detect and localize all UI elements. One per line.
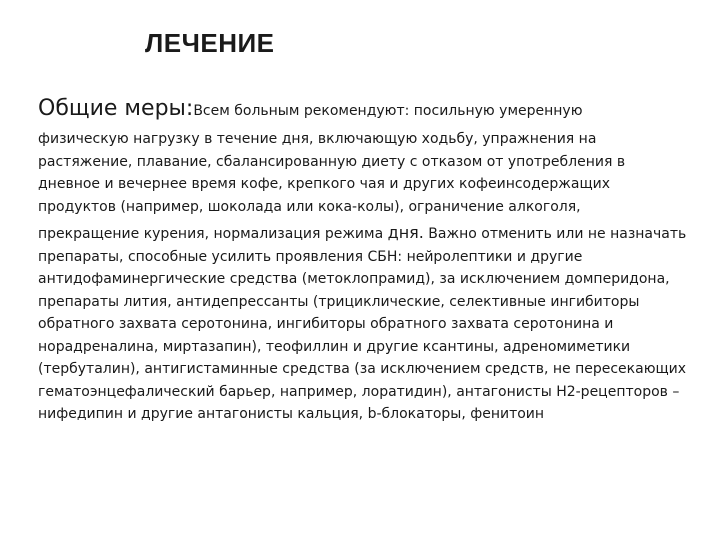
slide-title: ЛЕЧЕНИЕ xyxy=(145,28,275,58)
general-measures-heading: Общие меры: xyxy=(38,96,194,121)
paragraph-medications-emphasis: дня. xyxy=(387,223,424,242)
paragraph-lifestyle: физическую нагрузку в течение дня, включающую ходьбу, упражнения на растяжение, плавание, сбалансированную диету с отказом от употребления в дневное и вечернее время кофе, крепкого чая и других кофеинсодержащих продуктов (например, шоколада или кока-колы), ограничение алкоголя, xyxy=(38,131,626,215)
paragraph-medications-start: прекращение курения, нормализация режима xyxy=(38,226,388,242)
slide-body xyxy=(38,94,688,426)
lead-text: Всем больным рекомендуют: посильную умеренную xyxy=(193,103,583,119)
lead-line xyxy=(38,94,688,126)
paragraph-medications xyxy=(38,222,688,426)
paragraph-medications-rest: Важно отменить или не назначать препараты, способные усилить проявления СБН: нейролептики и другие антидофаминергические средства (метоклопрамид), за исключением домперидона, препараты лития, антидепрессанты (трициклические, селективные ингибиторы обратного захвата серотонина, ингибиторы обратного захвата серотонина и норадреналина, миртазапин), теофиллин и другие ксантины, адреномиметики (тербуталин), антигистаминные средства (за исключением средств, не пересекающих гематоэнцефалический барьер, например, лоратидин), антагонисты Н2-рецепторов – нифедипин и другие антагонисты кальция, b-блокаторы, фенитоин xyxy=(38,226,687,422)
